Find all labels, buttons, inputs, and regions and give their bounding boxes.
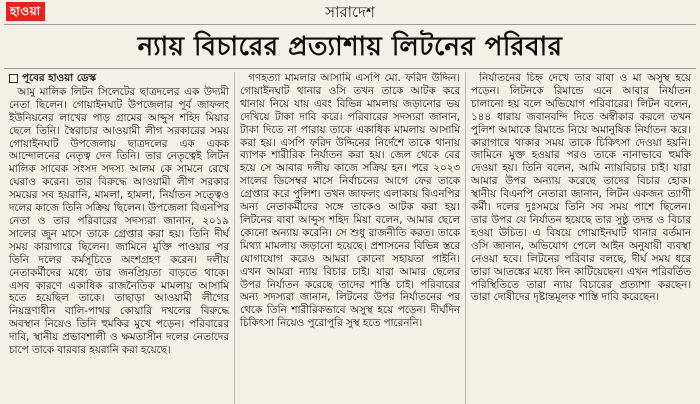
page-header bbox=[4, 0, 696, 25]
byline-text: পূবের হাওয়া ডেস্ক bbox=[22, 72, 96, 84]
article-column-2 bbox=[234, 72, 465, 404]
article-body bbox=[4, 72, 696, 404]
article-column-3 bbox=[465, 72, 696, 404]
article-paragraph: নির্যাতনের চিহ্ন দেখে তার বাবা ও মা অসুস্থ হয়ে পড়েন। লিটনকে রিমান্ডে এনে আবার নির্যাতন চালানো হয় বলে অভিযোগ পরিবারের। লিটন বলেন, ১৪৪ ধারায় জবানবন্দি দিতে অস্বীকার করলে তখন পুলিশ আমাকে রিমান্ডে নিয়ে অমানুষিক নির্যাতন করে। কারাগারে থাকার সময় তাকে চিকিৎসা দেওয়া হয়নি। জামিনে মুক্ত হওয়ার পরও তাকে নানাভাবে হুমকি দেওয়া হয়। তিনি বলেন, আমি ন্যায়বিচার চাই। যারা আমার উপর অন্যায় করেছে তাদের বিচার হোক। স্থানীয় বিএনপি নেতারা জানান, লিটন একজন ত্যাগী কর্মী। দলের দুঃসময়ে তিনি সব সময় পাশে ছিলেন। তার উপর যে নির্যাতন হয়েছে তার সুষ্ঠু তদন্ত ও বিচার হওয়া উচিত। এ বিষয়ে গোয়াইনঘাট থানার বর্তমান ওসি জানান, অভিযোগ পেলে আইন অনুযায়ী ব্যবস্থা নেওয়া হবে। লিটনের পরিবার বলছে, দীর্ঘ সময় ধরে তারা আতঙ্কের মধ্যে দিন কাটিয়েছেন। এখন পরিবর্তিত পরিস্থিতিতে তারা ন্যায় বিচারের প্রত্যাশা করছেন। তারা দোষীদের দৃষ্টান্তমূলক শাস্তি দাবি করেছেন। bbox=[471, 72, 691, 304]
byline bbox=[9, 72, 229, 85]
article-headline: ন্যায় বিচারের প্রত্যাশায় লিটনের পরিবার bbox=[137, 32, 563, 62]
article-column-1 bbox=[4, 72, 234, 404]
section-title: সারাদেশ bbox=[325, 3, 375, 21]
article-paragraph: গণহত্যা মামলার আসামি এসপি মো. ফরিদ উদ্দিন। গোয়াইনঘাট থানার ওসি তখন তাকে আটক করে থানায় নিয়ে যায় এবং বিভিন্ন মামলায় জড়ানোর ভয় দেখিয়ে টাকা দাবি করে। পরিবারের সদস্যরা জানান, টাকা দিতে না পারায় তাকে একাধিক মামলায় আসামি করা হয়। এসপি ফরিদ উদ্দিনের নির্দেশে তাকে থানায় ব্যাপক শারীরিক নির্যাতন করা হয়। জেল থেকে বের হয়ে সে আবার দলীয় কাজে সক্রিয় হন। পরে ২০২৩ সালের ডিসেম্বর মাসে নির্বাচনের আগে ফের তাকে গ্রেপ্তার করে পুলিশ। তখন জাফলং এলাকায় বিএনপির অন্য নেতাকর্মীদের সঙ্গে তাকেও আটক করা হয়। লিটনের বাবা আব্দুস শহিদ মিয়া বলেন, আমার ছেলে কোনো অন্যায় করেনি। সে শুধু রাজনীতি করত। তাকে মিথ্যা মামলায় জড়ানো হয়েছে। প্রশাসনের বিভিন্ন স্তরে যোগাযোগ করেও আমরা কোনো সহায়তা পাইনি। এখন আমরা ন্যায় বিচার চাই। যারা আমার ছেলের উপর নির্যাতন করেছে তাদের শাস্তি চাই। পরিবারের অন্য সদস্যরা জানান, লিটনের উপর নির্যাতনের পর থেকে তিনি শারীরিকভাবে অসুস্থ হয়ে পড়েন। দীর্ঘদিন চিকিৎসা নিয়েও পুরোপুরি সুস্থ হতে পারেননি। bbox=[240, 72, 460, 330]
square-bullet-icon bbox=[9, 74, 18, 83]
newspaper-logo: হাওয়া bbox=[6, 2, 45, 21]
headline-divider bbox=[4, 68, 696, 69]
article-paragraph: আমু মালিক লিটন সিলেটের ছাত্রদলের এক উদ্যমী নেতা ছিলেন। গোয়াইনঘাট উপজেলার পূর্ব জাফলং ইউনিয়নের লাখের পাড় গ্রামের আব্দুস শহিদ মিয়ার ছেলে তিনি। স্বৈরাচার আওয়ামী লীগ সরকারের সময় গোয়াইনঘাট উপজেলায় ছাত্রদলের এক একক আন্দোলনের নেতৃত্ব দেন তিনি। তার নেতৃত্বেই লিটন মালিক সাবেক সংসদ সদস্য আলম কে সামনে রেখে ঘেরাও করেন। তার বিরুদ্ধে আওয়ামী লীগ সরকার সময়ের সব হয়রানি, মামলা, হামলা, নির্যাতন সত্ত্বেও দলের কাজে তিনি সক্রিয় ছিলেন। উপজেলা বিএনপির নেতা ও তার পরিবারের সদস্যরা জানান, ২০১৯ সালের জুন মাসে তাকে গ্রেপ্তার করা হয়। তিনি দীর্ঘ সময় কারাগারে ছিলেন। জামিনে মুক্তি পাওয়ার পর তিনি দলের কর্মসূচিতে অংশগ্রহণ করেন। দলীয় নেতাকর্মীদের মধ্যে তার জনপ্রিয়তা বাড়তে থাকে। এসব কারণে একাধিক রাজনৈতিক মামলায় আসামি হতে হয়েছিল তাকে। তাছাড়া আওয়ামী লীগের নিয়ন্ত্রণাধীন বালি-পাথর কোয়ারি দখলের বিরুদ্ধে অবস্থান নিয়েও তিনি হুমকির মুখে পড়েন। পরিবারের দাবি, স্থানীয় প্রভাবশালী ও ক্ষমতাসীন দলের নেতাদের চাপে তাকে বারবার হয়রানি করা হয়েছে। bbox=[9, 85, 229, 357]
